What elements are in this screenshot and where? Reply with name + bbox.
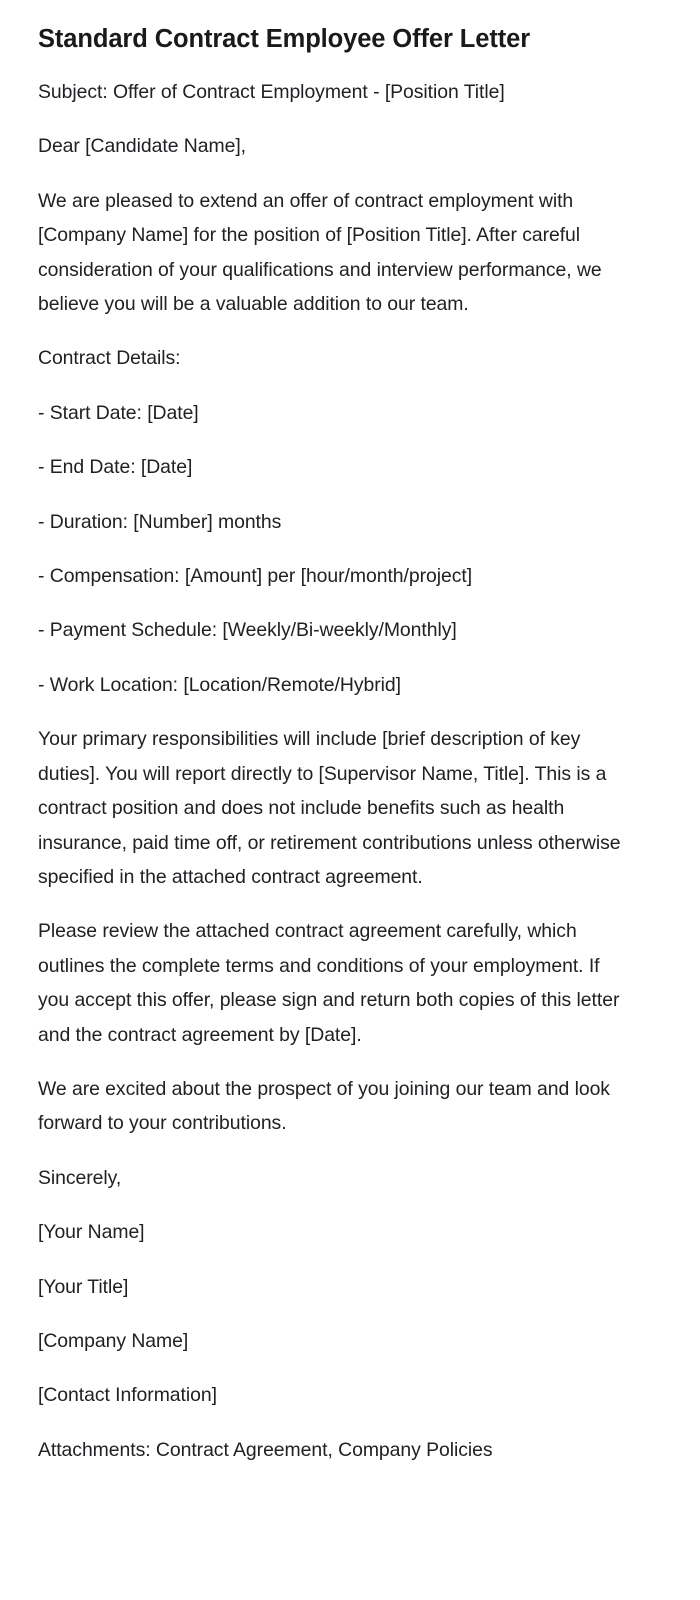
closing-paragraph: We are excited about the prospect of you joining our team and look forward to your contributions. (38, 1077, 610, 1135)
contract-details-heading: Contract Details: (38, 347, 181, 370)
signature-your-name: [Your Name] (38, 1221, 145, 1244)
page-title: Standard Contract Employee Offer Letter (38, 25, 531, 53)
detail-item-end-date: - End Date: [Date] (38, 456, 193, 479)
signature-contact-information: [Contact Information] (38, 1384, 217, 1407)
signoff: Sincerely, (38, 1166, 122, 1189)
intro-paragraph: We are pleased to extend an offer of contract employment with [Company Name] for the position of [Position Title]. After careful consideration of your qualifications and interview performance, we believe you will be a valuable addition to our team. (38, 189, 602, 316)
signature-your-title: [Your Title] (38, 1275, 129, 1298)
detail-item-payment-schedule: - Payment Schedule: [Weekly/Bi-weekly/Monthly] (38, 619, 457, 642)
detail-item-work-location: - Work Location: [Location/Remote/Hybrid] (38, 673, 401, 696)
detail-item-duration: - Duration: [Number] months (38, 510, 282, 533)
detail-item-start-date: - Start Date: [Date] (38, 401, 199, 424)
review-paragraph: Please review the attached contract agreement carefully, which outlines the complete terms and conditions of your employment. If you accept this offer, please sign and return both copies of this letter and the contract agreement by [Date]. (38, 920, 620, 1046)
detail-item-compensation: - Compensation: [Amount] per [hour/month/project] (38, 565, 473, 588)
responsibilities-paragraph: Your primary responsibilities will include [brief description of key duties]. You will report directly to [Supervisor Name, Title]. This is a contract position and does not include benefits such as health insurance, paid time off, or retirement contributions unless otherwise specified in the attached contract agreement. (38, 728, 621, 888)
subject-line: Subject: Offer of Contract Employment - [Position Title] (38, 81, 505, 103)
attachments-line: Attachments: Contract Agreement, Company Policies (38, 1438, 493, 1461)
salutation: Dear [Candidate Name], (38, 135, 246, 158)
signature-company-name: [Company Name] (38, 1329, 189, 1352)
